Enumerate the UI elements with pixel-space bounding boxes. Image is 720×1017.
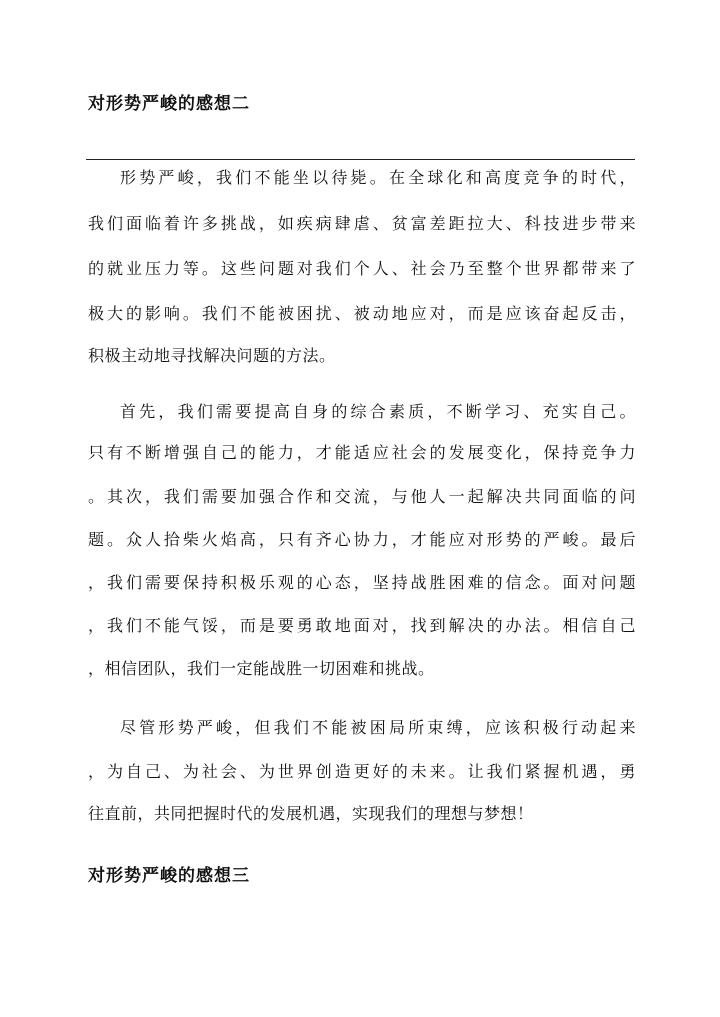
paragraph-line: ，我们需要保持积极乐观的心态，坚持战胜困难的信念。面对问题 <box>88 573 636 592</box>
paragraph-line: 首先，我们需要提高自身的综合素质，不断学习、充实自己。 <box>120 402 636 421</box>
paragraph-line: 我们面临着许多挑战，如疾病肆虐、贫富差距拉大、科技进步带来 <box>88 214 636 233</box>
paragraph-line: ，我们不能气馁，而是要勇敢地面对，找到解决的办法。相信自己 <box>88 616 636 635</box>
paragraph-line: 极大的影响。我们不能被困扰、被动地应对，而是应该奋起反击， <box>88 304 636 323</box>
paragraph-line: 形势严峻，我们不能坐以待毙。在全球化和高度竞争的时代， <box>120 168 636 187</box>
paragraph-line: ，为自己、为社会、为世界创造更好的未来。让我们紧握机遇，勇 <box>88 762 636 781</box>
paragraph-line: 尽管形势严峻，但我们不能被困局所束缚，应该积极行动起来 <box>120 718 636 737</box>
section-heading: 对形势严峻的感想三 <box>88 866 250 886</box>
paragraph-line: ，相信团队，我们一定能战胜一切困难和挑战。 <box>88 659 435 678</box>
paragraph-line: 积极主动地寻找解决问题的方法。 <box>88 346 336 365</box>
horizontal-rule <box>86 159 635 160</box>
section-heading: 对形势严峻的感想二 <box>88 94 250 114</box>
paragraph-line: 。其次，我们需要加强合作和交流，与他人一起解决共同面临的问 <box>88 487 636 506</box>
paragraph-line: 只有不断增强自己的能力，才能适应社会的发展变化，保持竞争力 <box>88 443 636 462</box>
paragraph-line: 题。众人拾柴火焰高，只有齐心协力，才能应对形势的严峻。最后 <box>88 530 636 549</box>
paragraph-line: 往直前，共同把握时代的发展机遇，实现我们的理想与梦想！ <box>88 804 534 823</box>
paragraph-line: 的就业压力等。这些问题对我们个人、社会乃至整个世界都带来了 <box>88 259 636 278</box>
